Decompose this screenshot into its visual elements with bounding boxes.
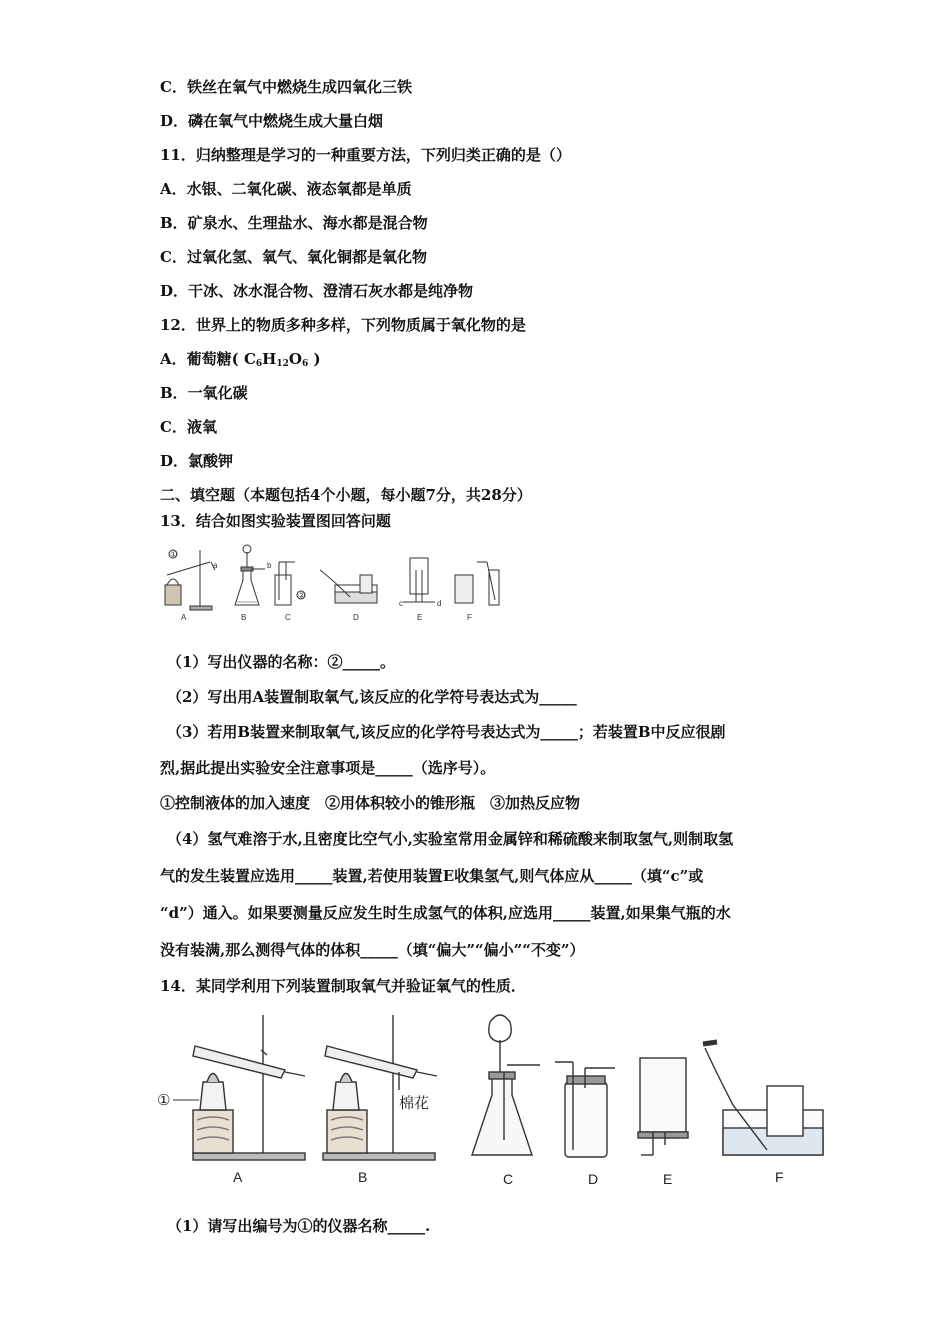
q13-part-3a: （3）若用B装置来制取氧气,该反应的化学符号表达式为_____；若装置B中反应很剧 bbox=[167, 723, 726, 741]
q13-part-4d: 没有装满,那么测得气体的体积_____（填“偏大”“偏小”“不变”） bbox=[160, 941, 585, 959]
q14-label-f: F bbox=[775, 1169, 784, 1185]
q12-option-c: C．液氧 bbox=[160, 418, 217, 436]
q14-label-c: C bbox=[503, 1171, 514, 1187]
q13-part-4a: （4）氢气难溶于水,且密度比空气小,实验室常用金属锌和稀硫酸来制取氢气,则制取氢 bbox=[167, 830, 734, 848]
q12-option-a: A．葡萄糖( $C_6H_{12}O_6$ ) bbox=[160, 350, 321, 369]
q14-mark-1: ① bbox=[157, 1091, 171, 1109]
q13-part-2: （2）写出用A装置制取氧气,该反应的化学符号表达式为_____ bbox=[167, 688, 577, 706]
q13-mark-b: b bbox=[267, 561, 272, 570]
q13-mark-c: c bbox=[399, 599, 403, 608]
q13-part-4c: “d”）通入。如果要测量反应发生时生成氢气的体积,应选用_____装置,如果集气瓶的水 bbox=[160, 904, 731, 922]
q12-option-b: B．一氧化碳 bbox=[160, 384, 248, 402]
q13-mark-a: a bbox=[213, 561, 218, 570]
q10-option-d: D．磷在氧气中燃烧生成大量白烟 bbox=[160, 112, 384, 130]
q11-option-a: A．水银、二氧化碳、液态氧都是单质 bbox=[160, 180, 412, 198]
section-title: 二、填空题（本题包括4个小题，每小题7分，共28分） bbox=[160, 486, 532, 504]
q13-apparatus-figure bbox=[155, 540, 515, 625]
q13-part-1: （1）写出仪器的名称：②_____。 bbox=[167, 653, 395, 671]
q11-stem: 11．归纳整理是学习的一种重要方法，下列归类正确的是（） bbox=[160, 146, 571, 164]
q14-label-a: A bbox=[233, 1169, 243, 1185]
q10-option-c: C．铁丝在氧气中燃烧生成四氧化三铁 bbox=[160, 78, 412, 96]
q12-option-d: D．氯酸钾 bbox=[160, 452, 234, 470]
q14-part-1: （1）请写出编号为①的仪器名称_____. bbox=[167, 1217, 431, 1235]
q13-label-f: F bbox=[467, 613, 472, 622]
q14-label-e: E bbox=[663, 1171, 673, 1187]
q11-option-d: D．干冰、冰水混合物、澄清石灰水都是纯净物 bbox=[160, 282, 474, 300]
q12-stem: 12．世界上的物质多种多样，下列物质属于氧化物的是 bbox=[160, 316, 526, 334]
q14-cotton-label: 棉花 bbox=[399, 1094, 430, 1112]
q13-label-b: B bbox=[241, 613, 247, 622]
q14-stem: 14．某同学利用下列装置制取氧气并验证氧气的性质． bbox=[160, 977, 526, 995]
q14-label-d: D bbox=[588, 1171, 599, 1187]
q13-mark-d: d bbox=[437, 599, 442, 608]
q13-label-a: A bbox=[181, 613, 187, 622]
q11-option-c: C．过氧化氢、氧气、氧化铜都是氧化物 bbox=[160, 248, 427, 266]
q13-stem: 13．结合如图实验装置图回答问题 bbox=[160, 512, 391, 530]
q13-options: ①控制液体的加入速度 ②用体积较小的锥形瓶 ③加热反应物 bbox=[160, 794, 581, 812]
q13-mark-2: ② bbox=[298, 591, 306, 600]
q11-option-b: B．矿泉水、生理盐水、海水都是混合物 bbox=[160, 214, 428, 232]
q13-label-e: E bbox=[417, 613, 423, 622]
q13-part-4b: 气的发生装置应选用_____装置,若使用装置E收集氢气,则气体应从_____（填“c”或 bbox=[160, 867, 704, 885]
q13-part-3b: 烈,据此提出实验安全注意事项是_____（选序号）。 bbox=[160, 759, 496, 777]
q13-label-d: D bbox=[353, 613, 359, 622]
q13-mark-1: ① bbox=[170, 550, 178, 559]
q14-apparatus-figure bbox=[155, 1010, 835, 1190]
q14-label-b: B bbox=[358, 1169, 368, 1185]
q13-label-c: C bbox=[285, 613, 291, 622]
